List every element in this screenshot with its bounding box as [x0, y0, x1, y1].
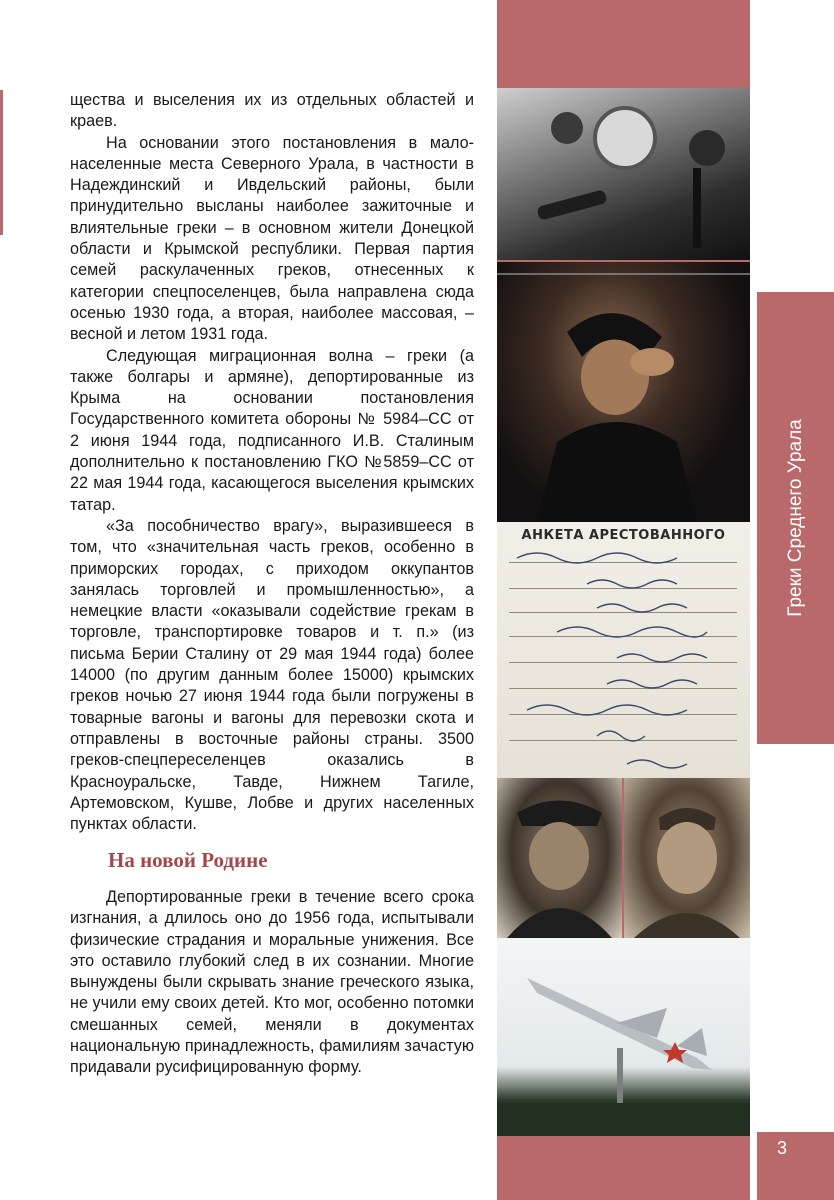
main-text-column: [70, 90, 474, 835]
page-number: 3: [776, 1138, 787, 1158]
paragraph: «За пособничество врагу», выразившееся в том, что «значительная часть греков, особенно в приморских городах, с приходом оккупантов занялась торговлей и промышленностью», а немецкие власти «оказывали содействие грекам в торговле, транспортировке товаров и т. п.» (из письма Берии Сталину от 29 мая 1944 года) более 14000 (по другим данным более 15000) крымских греков ночью 27 июня 1944 года были погружены в товарные вагоны и вагоны для перевозки скота и отправлены в восточные районы страны. 3500 греков-спецпереселенцев оказались в Красноуральске, Тавде, Нижнем Тагиле, Артемовском, Кушве, Лобве и других населенных пунктах области.: [70, 516, 474, 834]
page-number-box: [757, 1132, 834, 1200]
paragraph: На основании этого постановления в мало-населенные места Северного Урала, в частности в Надеждинский и Ивдельский районы, были принудительно высланы наиболее зажиточные и влиятельные греки – в основном жители Донецкой области и Крымской республики. Первая партия семей раскулаченных греков, отнесенных к категории спецпоселенцев, была направлена сюда осенью 1930 года, а вторая, наиболее массовая, – весной и летом 1931 года.: [70, 133, 474, 344]
officer-portrait: [497, 778, 622, 938]
arrest-form-document: [497, 522, 750, 778]
soldier-portrait: [624, 778, 750, 938]
left-margin-rule: [0, 90, 3, 235]
paragraph: Следующая миграционная волна – греки (а также болгары и армяне), депортированные из Крыма на основании постановления Государственного комитета обороны № 5984–СС от 2 июня 1944 года, подписанного И.В. Сталиным дополнительно к постановлению ГКО №5859–СС от 22 мая 1944 года, касающегося выселения крымских татар.: [70, 346, 474, 514]
section-heading: На новой Родине: [108, 848, 268, 872]
grieving-woman-painting: [497, 262, 750, 522]
paragraph-continued: щества и выселения их из отдельных областей и краев.: [70, 91, 474, 131]
jet-monument-photo: [497, 938, 750, 1136]
document-title: АНКЕТА АРЕСТОВАННОГО: [521, 528, 726, 543]
musicians-photo: [497, 88, 750, 260]
section-text-column: [70, 887, 474, 1079]
paragraph: Депортированные греки в течение всего срока изгнания, а длилось оно до 1956 года, испытывали физические страдания и моральные унижения. Все это оставило глубокий след в их сознании. Многие вынуждены были скрывать знание греческого языка, не учили ему своих детей. Кто мог, особенно потомки смешанных семей, меняли в документах национальную принадлежность, фамилиям зачастую придавали русифицированную форму.: [70, 888, 474, 1077]
chapter-title-vertical: Греки Среднего Урала: [784, 419, 806, 617]
chapter-side-tab: [757, 292, 834, 744]
